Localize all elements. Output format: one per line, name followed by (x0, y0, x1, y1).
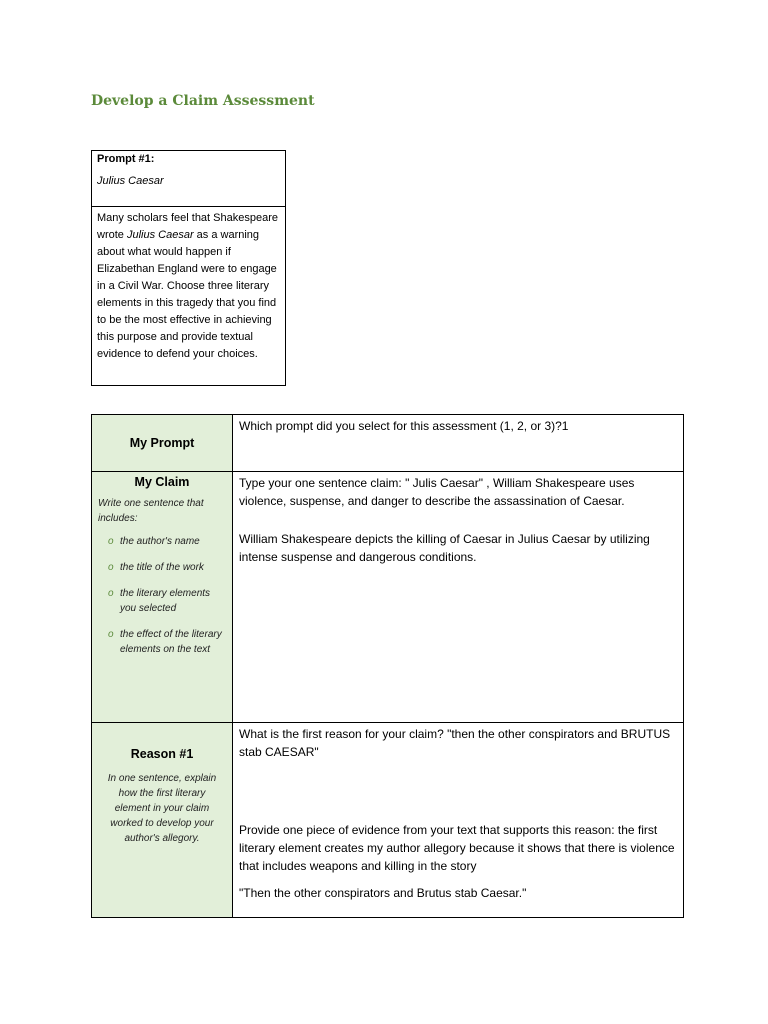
my-prompt-text: Which prompt did you select for this assessment (1, 2, or 3)?1 (239, 419, 569, 433)
reason-1-text-3: "Then the other conspirators and Brutus stab Caesar." (239, 886, 527, 900)
prompt-header (92, 151, 285, 207)
claim-bullet-list (98, 534, 226, 657)
list-item: o the author's name (108, 536, 200, 547)
prompt-body-italic: Julius Caesar (126, 229, 194, 241)
page-title: Develop a Claim Assessment (91, 93, 315, 109)
list-item: o the effect of the literary elements on the text (108, 629, 222, 655)
reason-1-label: Reason #1 (130, 747, 194, 761)
reason-1-text-2: Provide one piece of evidence from your text that supports this reason: the first literary element creates my author allegory because it shows that there is violence that includes weapons and killing in the story (239, 823, 675, 873)
row-reason-1 (92, 723, 684, 918)
prompt-subheading: Julius Caesar (97, 175, 164, 187)
bullet-circle-icon: o (108, 562, 114, 573)
my-claim-instruction: Write one sentence that includes: (98, 498, 204, 524)
bullet-circle-icon: o (108, 629, 114, 640)
prompt-body-part1: Many scholars feel that Shakespeare wrote (97, 212, 278, 241)
prompt-heading: Prompt #1: (97, 153, 155, 165)
my-claim-label-cell (92, 472, 233, 723)
reason-1-text-1: What is the first reason for your claim? "then the other conspirators and BRUTUS stab CAESAR" (239, 727, 671, 759)
reason-1-response-cell[interactable] (233, 723, 684, 918)
my-prompt-label: My Prompt (129, 436, 195, 450)
reason-1-label-cell (92, 723, 233, 918)
bullet-circle-icon: o (108, 588, 114, 599)
list-item: o the literary elements you selected (108, 588, 211, 614)
reason-1-instruction: In one sentence, explain how the first literary element in your claim worked to develop your author's allegory. (107, 773, 217, 844)
row-my-claim (92, 472, 684, 723)
prompt-box (91, 150, 286, 386)
assessment-table (91, 414, 684, 918)
row-my-prompt (92, 415, 684, 472)
prompt-body (92, 207, 285, 366)
list-item: o the title of the work (108, 562, 204, 573)
my-claim-label: My Claim (134, 475, 190, 489)
my-claim-text-2: William Shakespeare depicts the killing of Caesar in Julius Caesar by utilizing intense suspense and dangerous conditions. (239, 532, 650, 564)
my-claim-response-cell[interactable] (233, 472, 684, 723)
bullet-circle-icon: o (108, 536, 114, 547)
my-claim-text-1: Type your one sentence claim: " Julis Caesar" , William Shakespeare uses violence, suspense, and danger to describe the assassination of Caesar. (239, 476, 635, 508)
my-prompt-response-cell[interactable] (233, 415, 684, 472)
prompt-body-part2: as a warning about what would happen if Elizabethan England were to engage in a Civil War. Choose three literary elements in this tragedy that you find to be the most effective in achieving this purpose and provide textual evidence to defend your choices. (97, 229, 277, 360)
my-prompt-label-cell (92, 415, 233, 472)
